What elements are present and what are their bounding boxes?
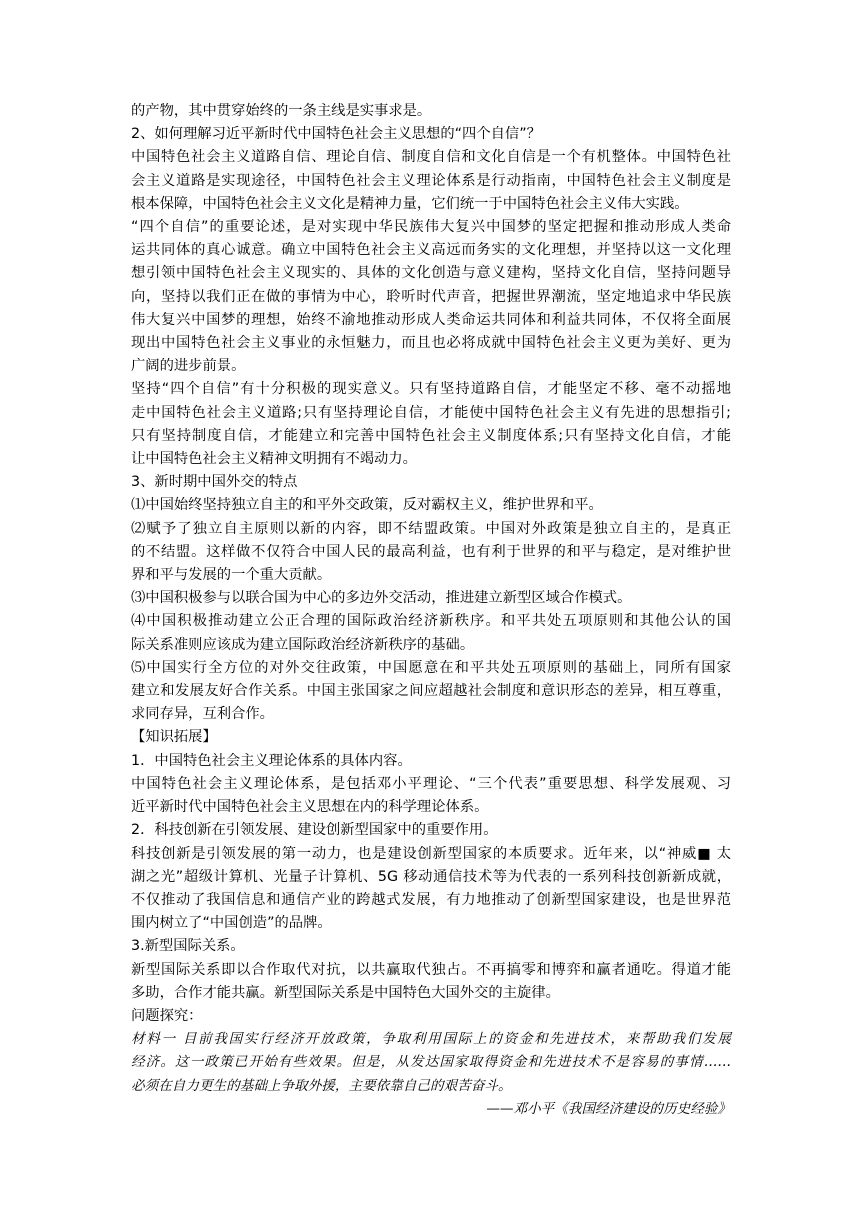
text-line: 界和平与发展的一个重大贡献。: [131, 567, 332, 584]
text-line: 向，坚持以我们正在做的事情为中心，聆听时代声音，把握世界潮流，坚定地追求中华民族: [131, 288, 731, 305]
text-line: 科技创新是引领发展的第一动力，也是建设创新型国家的本质要求。近年来，以“神威■ 太: [131, 845, 731, 862]
text-line: “四个自信”的重要论述，是对实现中华民族伟大复兴中国梦的坚定把握和推动形成人类命: [131, 219, 731, 236]
text-line: 不仅推动了我国信息和通信产业的跨越式发展，有力地推动了创新型国家建设，也是世界范: [131, 891, 731, 908]
section-heading: 问题探究：: [131, 1007, 203, 1024]
text-line: 伟大复兴中国梦的理想，始终不渝地推动形成人类命运共同体和利益共同体，不仅将全面展: [131, 311, 731, 328]
subheading: 1．中国特色社会主义理论体系的具体内容。: [131, 752, 412, 769]
text-line: 建立和发展友好合作关系。中国主张国家之间应超越社会制度和意识形态的差异，相互尊重，: [131, 683, 731, 700]
text-line: 的产物，其中贯穿始终的一条主线是实事求是。: [131, 103, 432, 119]
document-page: [131, 100, 731, 1121]
quote-line: 材料一 目前我国实行经济开放政策，争取利用国际上的资金和先进技术，来帮助我们发展: [131, 1031, 731, 1048]
list-item: ⑵赋予了独立自主原则以新的内容，即不结盟政策。中国对外政策是独立自主的，是真正: [131, 520, 731, 537]
text-line: 湖之光”超级计算机、光量子计算机、5G 移动通信技术等为代表的一系列科技创新新成就，: [131, 868, 731, 885]
question-heading: 3、新时期中国外交的特点: [131, 474, 298, 491]
list-item: ⑷中国积极推动建立公正合理的国际政治经济新秩序。和平共处五项原则和其他公认的国: [131, 613, 731, 630]
list-item: ⑸中国实行全方位的对外交往政策，中国愿意在和平共处五项原则的基础上，同所有国家: [131, 659, 731, 676]
text-line: 运共同体的真心诚意。确立中国特色社会主义高远而务实的文化理想，并坚持以这一文化理: [131, 242, 731, 259]
quote-line: 必须在自力更生的基础上争取外援，主要依靠自己的艰苦奋斗。: [131, 1077, 512, 1094]
list-item: ⑶中国积极参与以联合国为中心的多边外交活动，推进建立新型区域合作模式。: [131, 590, 632, 607]
subheading: 2．科技创新在引领发展、建设创新型国家中的重要作用。: [131, 822, 498, 839]
text-line: 新型国际关系即以合作取代对抗，以共赢取代独占。不再搞零和博弈和赢者通吃。得道才能: [131, 961, 731, 978]
section-heading: 【知识拓展】: [131, 729, 217, 746]
text-line: 求同存异，互利合作。: [131, 706, 274, 723]
question-heading: 2、如何理解习近平新时代中国特色社会主义思想的“四个自信”？: [131, 126, 541, 143]
text-line: 近平新时代中国特色社会主义思想在内的科学理论体系。: [131, 799, 489, 816]
subheading: 3.新型国际关系。: [131, 938, 245, 955]
text-line: 现出中国特色社会主义事业的永恒魅力，而且也必将成就中国特色社会主义更为美好、更为: [131, 335, 731, 352]
text-line: 只有坚持制度自信，才能建立和完善中国特色社会主义制度体系;只有坚持文化自信，才能: [131, 427, 731, 444]
text-line: 的不结盟。这样做不仅符合中国人民的最高利益，也有利于世界的和平与稳定，是对维护世: [131, 543, 731, 560]
list-item: ⑴中国始终坚持独立自主的和平外交政策，反对霸权主义，维护世界和平。: [131, 497, 603, 514]
text-line: 让中国特色社会主义精神文明拥有不竭动力。: [131, 451, 417, 468]
quote-source: ——邓小平《我国经济建设的历史经验》: [486, 1100, 731, 1117]
text-line: 多助，合作才能共赢。新型国际关系是中国特色大国外交的主旋律。: [131, 984, 560, 1001]
text-line: 会主义道路是实现途径，中国特色社会主义理论体系是行动指南，中国特色社会主义制度是: [131, 172, 731, 189]
source-material: [131, 1028, 731, 1121]
text-line: 想引领中国特色社会主义现实的、具体的文化创造与意义建构，坚持文化自信，坚持问题导: [131, 265, 731, 282]
text-line: 广阔的进步前景。: [131, 358, 246, 375]
text-line: 中国特色社会主义理论体系，是包括邓小平理论、“三个代表”重要思想、科学发展观、习: [131, 775, 731, 792]
text-line: 走中国特色社会主义道路;只有坚持理论自信，才能使中国特色社会主义有先进的思想指引;: [131, 404, 731, 421]
text-line: 坚持“四个自信”有十分积极的现实意义。只有坚持道路自信，才能坚定不移、毫不动摇地: [131, 381, 731, 398]
text-line: 根本保障，中国特色社会主义文化是精神力量，它们统一于中国特色社会主义伟大实践。: [131, 195, 689, 212]
text-line: 际关系准则应该成为建立国际政治经济新秩序的基础。: [131, 636, 475, 653]
text-line: 中国特色社会主义道路自信、理论自信、制度自信和文化自信是一个有机整体。中国特色社: [131, 149, 731, 166]
quote-line: 经济。这一政策已开始有些效果。但是，从发达国家取得资金和先进技术不是容易的事情……: [131, 1054, 731, 1071]
text-line: 围内树立了“中国创造”的品牌。: [131, 915, 332, 932]
